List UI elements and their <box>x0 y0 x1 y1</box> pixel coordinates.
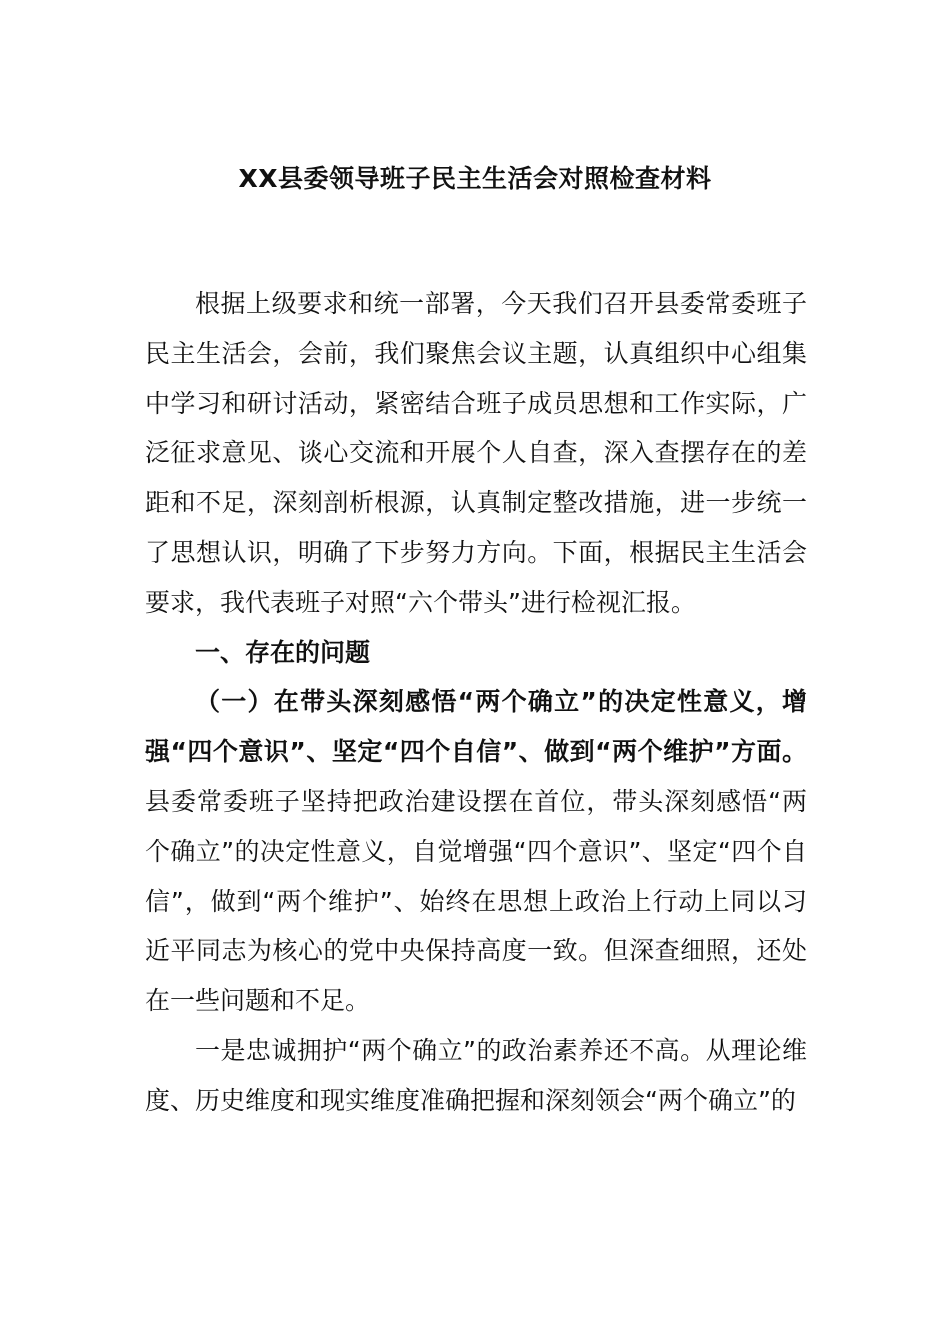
document-title: XX县委领导班子民主生活会对照检查材料 <box>238 164 712 193</box>
section-heading: 一、存在的问题 <box>195 637 371 667</box>
document-body <box>145 279 807 1126</box>
subsection-paragraph <box>145 677 807 1026</box>
intro-paragraph: 根据上级要求和统一部署，今天我们召开县委常委班子民主生活会，会前，我们聚焦会议主题，认真组织中心组集中学习和研讨活动，紧密结合班子成员思想和工作实际，广泛征求意见、谈心交流和开展个人自查，深入查摆存在的差距和不足，深刻剖析根源，认真制定整改措施，进一步统一了思想认识，明确了下步努力方向。下面，根据民主生活会要求，我代表班子对照“六个带头”进行检视汇报。 <box>145 289 807 617</box>
point-paragraph: 一是忠诚拥护“两个确立”的政治素养还不高。从理论维度、历史维度和现实维度准确把握和深刻领会“两个确立”的 <box>145 1035 807 1115</box>
subsection-body: 县委常委班子坚持把政治建设摆在首位，带头深刻感悟“两个确立”的决定性意义，自觉增强“四个意识”、坚定“四个自信”，做到“两个维护”、始终在思想上政治上行动上同以习近平同志为核心的党中央保持高度一致。但深查细照，还处在一些问题和不足。 <box>145 786 807 1016</box>
subsection-lead: （一）在带头深刻感悟“两个确立”的决定性意义，增强“四个意识”、坚定“四个自信”、做到“两个维护”方面。 <box>145 687 807 767</box>
